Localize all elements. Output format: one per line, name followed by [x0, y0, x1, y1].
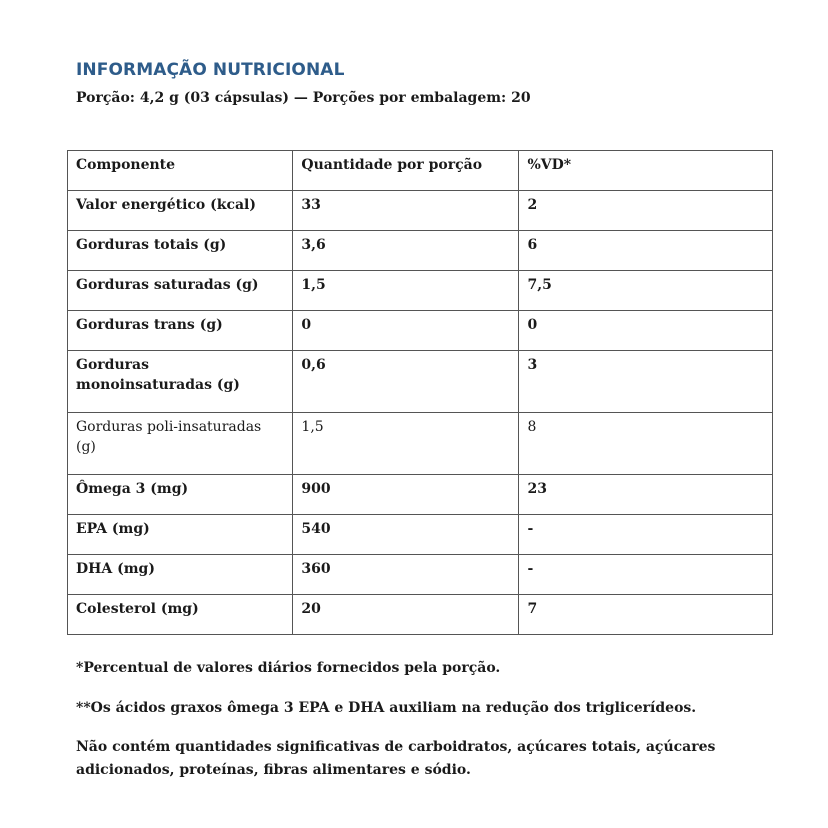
cell-componente: Valor energético (kcal): [68, 191, 293, 231]
header-componente: Componente: [68, 151, 293, 191]
cell-componente: Gorduras saturadas (g): [68, 271, 293, 311]
cell-componente: Colesterol (mg): [68, 595, 293, 635]
header-vd: %VD*: [519, 151, 773, 191]
cell-componente: Gorduras monoinsaturadas (g): [68, 351, 293, 413]
cell-componente: Ômega 3 (mg): [68, 475, 293, 515]
cell-quantidade: 0,6: [293, 351, 519, 413]
cell-quantidade: 33: [293, 191, 519, 231]
cell-quantidade: 0: [293, 311, 519, 351]
footnote-vd: *Percentual de valores diários fornecidos pela porção.: [76, 660, 501, 676]
cell-vd: -: [519, 555, 773, 595]
nutrition-table: [67, 150, 773, 635]
table-row: [68, 555, 773, 595]
table-header-row: [68, 151, 773, 191]
table-row: [68, 271, 773, 311]
cell-vd: 2: [519, 191, 773, 231]
serving-info: Porção: 4,2 g (03 cápsulas) — Porções por embalagem: 20: [76, 90, 531, 106]
cell-quantidade: 360: [293, 555, 519, 595]
cell-vd: -: [519, 515, 773, 555]
footnote-omega: **Os ácidos graxos ômega 3 EPA e DHA auxiliam na redução dos triglicerídeos.: [76, 700, 697, 716]
table-row: [68, 351, 773, 413]
cell-quantidade: 1,5: [293, 271, 519, 311]
cell-quantidade: 540: [293, 515, 519, 555]
cell-quantidade: 900: [293, 475, 519, 515]
cell-vd: 6: [519, 231, 773, 271]
cell-vd: 23: [519, 475, 773, 515]
cell-componente: DHA (mg): [68, 555, 293, 595]
cell-vd: 7: [519, 595, 773, 635]
table-row: [68, 475, 773, 515]
cell-componente: EPA (mg): [68, 515, 293, 555]
footnote-not-significant: Não contém quantidades significativas de carboidratos, açúcares totais, açúcares adicionados, proteínas, fibras alimentares e sódio.: [76, 739, 716, 778]
cell-componente: Gorduras totais (g): [68, 231, 293, 271]
table-row: [68, 595, 773, 635]
cell-vd: 8: [519, 413, 773, 475]
cell-quantidade: 3,6: [293, 231, 519, 271]
table-row: [68, 191, 773, 231]
table-row: [68, 515, 773, 555]
cell-vd: 3: [519, 351, 773, 413]
table-row: [68, 311, 773, 351]
cell-componente: Gorduras poli-insaturadas (g): [68, 413, 293, 475]
cell-vd: 0: [519, 311, 773, 351]
header-quantidade: Quantidade por porção: [293, 151, 519, 191]
cell-quantidade: 1,5: [293, 413, 519, 475]
table-row: [68, 413, 773, 475]
cell-vd: 7,5: [519, 271, 773, 311]
page-title: INFORMAÇÃO NUTRICIONAL: [76, 60, 345, 80]
cell-componente: Gorduras trans (g): [68, 311, 293, 351]
table-row: [68, 231, 773, 271]
cell-quantidade: 20: [293, 595, 519, 635]
